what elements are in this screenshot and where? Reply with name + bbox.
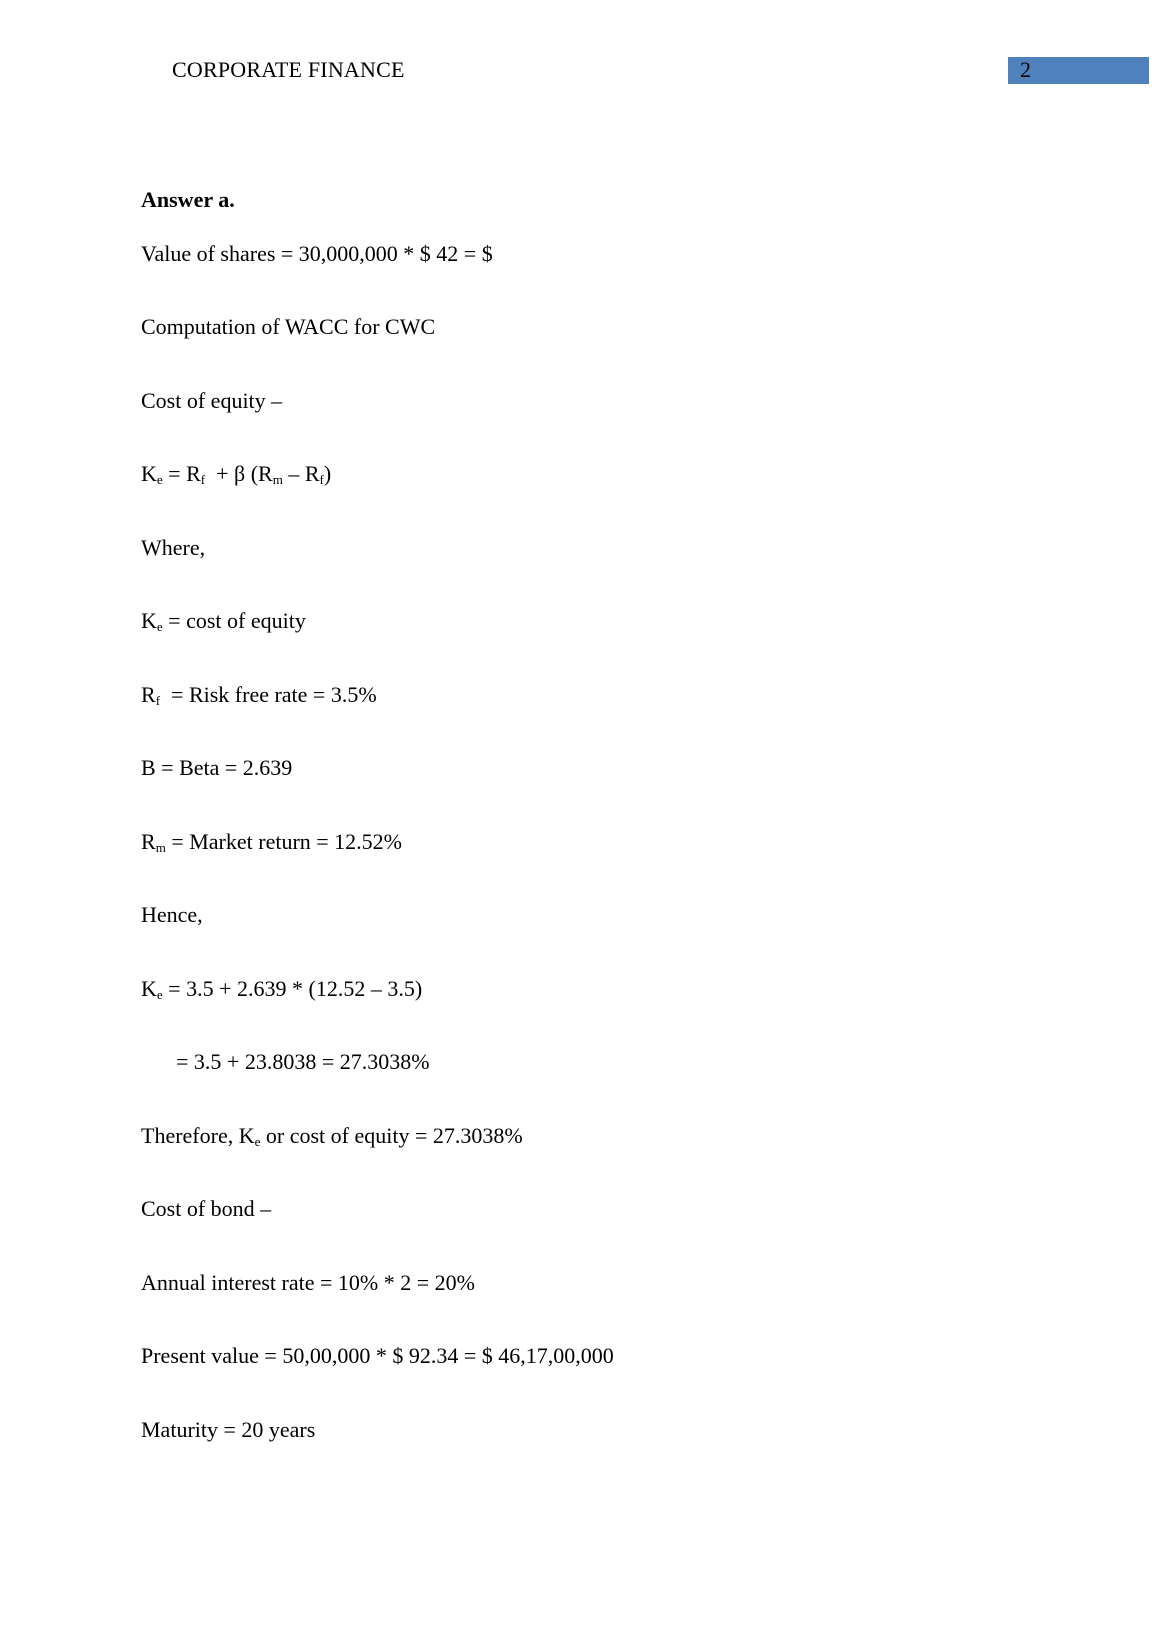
value-of-shares-line: Value of shares = 30,000,000 * $ 42 = $ — [141, 241, 493, 266]
page-number: 2 — [1020, 57, 1031, 82]
capm-formula: $K_e = R_f + \beta$ $(R_m - R_f)$ — [141, 461, 332, 487]
hence-label: Hence, — [141, 902, 203, 927]
answer-heading: Answer a. — [141, 187, 235, 212]
wacc-title: Computation of WACC for CWC — [141, 314, 436, 339]
annual-interest-line: Annual interest rate = 10% * 2 = 20% — [141, 1270, 475, 1295]
def-risk-free-rate: $R_f$ = Risk free rate = 3.5% — [141, 682, 377, 708]
calc-line-1: $K_e = 3.5 + 2.639 * (12.52 - 3.5)$ — [141, 976, 423, 1002]
where-label: Where, — [141, 535, 206, 560]
page-number-bar — [1008, 57, 1149, 84]
maturity-line: Maturity = 20 years — [141, 1417, 316, 1442]
def-market-return: $R_m$ = Market return = 12.52% — [141, 829, 403, 855]
cost-equity-title: Cost of equity – — [141, 388, 283, 413]
def-cost-of-equity: $K_e = \cos t$ of equity — [141, 608, 306, 634]
present-value-line: Present value = 50,00,000 * $ 92.34 = $ 46,17,00,000 — [141, 1343, 614, 1368]
calc-line-2: = 3.5 + 23.8038 = 27.3038% — [176, 1049, 430, 1074]
def-beta: B = Beta = 2.639 — [141, 755, 293, 780]
therefore-line: Therefore, $K_e$ or cost of equity = 27.3038% — [141, 1123, 523, 1149]
page-header-title: CORPORATE FINANCE — [172, 57, 405, 82]
cost-bond-title: Cost of bond – — [141, 1196, 272, 1221]
